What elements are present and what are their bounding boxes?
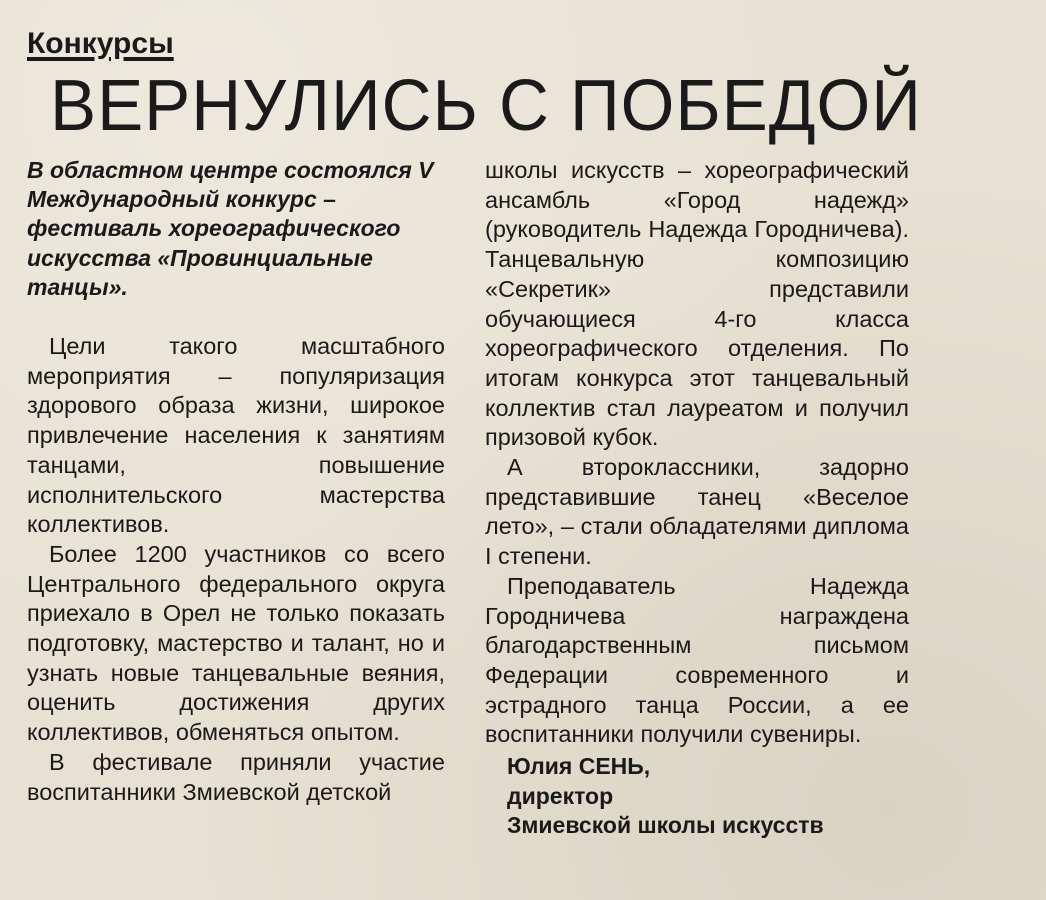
article-column-left bbox=[27, 156, 445, 807]
article-lead: В областном центре состоялся V Международный конкурс – фестиваль хореографического искусства «Провинциальные танцы». bbox=[27, 157, 434, 300]
article-paragraph: Более 1200 участников со всего Центрального федерального округа приехало в Орел не только показать подготовку, мастерство и талант, но и узнать новые танцевальные веяния, оценить достижения других коллективов, обменяться опытом. bbox=[27, 540, 445, 746]
section-rubric: Конкурсы bbox=[27, 27, 174, 60]
author-position: директор bbox=[507, 782, 614, 809]
article-paragraph: В фестивале приняли участие воспитанники Змиевской детской bbox=[27, 748, 445, 805]
author-name: Юлия СЕНЬ, bbox=[507, 753, 651, 780]
article-paragraph: Цели такого масштабного мероприятия – популяризация здорового образа жизни, широкое привлечение населения к занятиям танцами, повышение исполнительского мастерства коллективов. bbox=[27, 333, 445, 538]
author-signature bbox=[485, 752, 909, 841]
article-paragraph: А второклассники, задорно представившие танец «Веселое лето», – стали обладателями диплома I степени. bbox=[485, 454, 909, 570]
author-organization: Змиевской школы искусств bbox=[507, 812, 824, 839]
article-paragraph: Преподаватель Надежда Городничева награждена благодарственным письмом Федерации современного и эстрадного танца России, а ее воспитанники получили сувениры. bbox=[485, 572, 909, 748]
article-paragraph: школы искусств – хореографический ансамбль «Город надежд» (руководитель Надежда Городничева). Танцевальную композицию «Секретик» представили обучающиеся 4-го класса хореографического отделения. По итогам конкурса этот танцевальный коллектив стал лауреатом и получил призовой кубок. bbox=[485, 157, 909, 451]
article-headline: ВЕРНУЛИСЬ С ПОБЕДОЙ bbox=[50, 66, 922, 146]
article-column-right bbox=[485, 156, 909, 841]
